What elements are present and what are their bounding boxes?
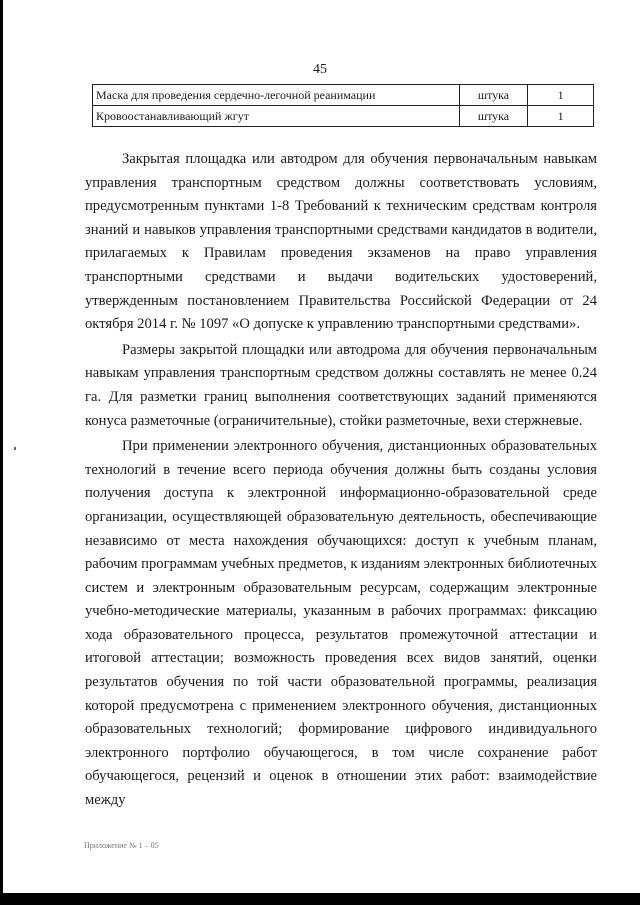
table-cell-name: Кровоостанавливающий жгут bbox=[93, 106, 460, 127]
scan-edge-left bbox=[0, 0, 3, 905]
table-cell-qty: 1 bbox=[528, 85, 594, 106]
footer-note: Приложение № 1 – 05 bbox=[84, 841, 159, 850]
equipment-table bbox=[92, 84, 594, 127]
table-cell-qty: 1 bbox=[528, 106, 594, 127]
paragraph-closed-area: Закрытая площадка или автодром для обучения первоначальным навыкам управления транспортным средством должны соответствовать условиям, предусмотренным пунктами 1-8 Требований к техническим средствам контроля знаний и навыков управления транспортными средствами кандидатов в водители, прилагаемых к Правилам проведения экзаменов на право управления транспортными средствами и выдачи водительских удостоверений, утвержденным постановлением Правительства Российской Федерации от 24 октября 2014 г. № 1097 «О допуске к управлению транспортными средствами». bbox=[85, 151, 597, 333]
body-text bbox=[85, 148, 597, 813]
paragraph-area-size: Размеры закрытой площадки или автодрома для обучения первоначальным навыкам управления транспортным средством должны составлять не менее 0.24 га. Для разметки границ выполнения соответствующих заданий применяются конуса разметочные (ограничительные), стойки разметочные, вехи стержневые. bbox=[85, 341, 597, 429]
scan-edge-bottom bbox=[0, 893, 640, 905]
paragraph-e-learning: При применении электронного обучения, дистанционных образовательных технологий в течение всего периода обучения должны быть созданы условия получения доступа к электронной информационно-образовательной среде организации, осуществляющей образовательную деятельность, обеспечивающие независимо от места нахождения обучающихся: доступ к учебным планам, рабочим программам учебных предметов, к изданиям электронных библиотечных систем и электронным образовательным ресурсам, содержащим электронные учебно-методические материалы, указанным в рабочих программах: фиксацию хода образовательного процесса, результатов промежуточной аттестации и итоговой аттестации; возможность проведения всех видов занятий, оценки результатов обучения по той части образовательной программы, реализация которой предусмотрена с применением электронного обучения, дистанционных образовательных технологий; формирование цифрового индивидуального электронного портфолио обучающегося, в том числе сохранение работ обучающегося, рецензий и оценок в отношении этих работ: взаимодействие между bbox=[85, 438, 597, 809]
table-cell-unit: штука bbox=[459, 85, 527, 106]
page-number: 45 bbox=[313, 62, 327, 77]
table-row bbox=[93, 106, 594, 127]
table-cell-unit: штука bbox=[459, 106, 527, 127]
table-cell-name: Маска для проведения сердечно-легочной реанимации bbox=[93, 85, 460, 106]
table-row bbox=[93, 85, 594, 106]
scan-speck bbox=[14, 447, 16, 450]
